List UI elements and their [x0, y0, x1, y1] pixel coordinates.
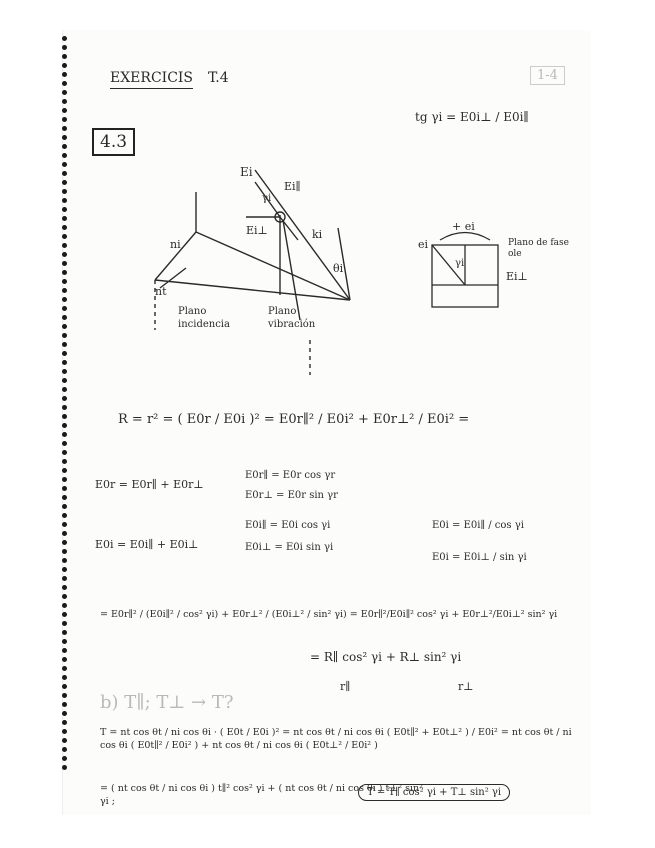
topic-label: T.4 [208, 70, 229, 86]
inset-plane-note: Plano de fase ole [508, 238, 569, 259]
eq-Eor-sys-1: E0r∥ = E0r cos γr [245, 470, 336, 481]
inset-diagram [432, 233, 498, 308]
tan-formula: tg γi = E0i⊥ / E0i∥ [415, 110, 529, 124]
label-nt: nt [155, 285, 167, 298]
eq-Eoi-res-1: E0i = E0i∥ / cos γi [432, 520, 524, 531]
incidence-base [155, 280, 350, 300]
inset-gamma: γi [455, 258, 465, 269]
interface-line [196, 232, 350, 300]
label-theta: θi [333, 262, 344, 275]
eq-R: R = r² = ( E0r / E0i )² = E0r∥² / E0i² + E0r⊥² / E0i² = [118, 412, 470, 427]
ki-vector [280, 217, 298, 240]
problem-number: 4.3 [92, 128, 135, 156]
inset-ei-left: ei [418, 238, 429, 251]
label-Ei-par: Ei∥ [284, 180, 301, 193]
eq-Eor: E0r = E0r∥ + E0r⊥ [95, 478, 204, 491]
label-plane-incidence: Plano incidencia [178, 306, 230, 330]
inset-ei-perp: Ei⊥ [506, 270, 528, 283]
label-Ei-perp: Ei⊥ [246, 224, 268, 237]
eq-Eor-sys-2: E0r⊥ = E0r sin γr [245, 490, 338, 501]
eq-Eoi: E0i = E0i∥ + E0i⊥ [95, 538, 199, 551]
eq-sum: = E0r∥² / (E0i∥² / cos² γi) + E0r⊥² / (E0i⊥² / sin² γi) = E0r∥²/E0i∥² cos² γi + E0r⊥²/E0i⊥² sin² γi [100, 609, 558, 620]
label-ki: ki [312, 228, 323, 241]
label-ni: ni [170, 238, 181, 251]
inset-ei-top: + ei [452, 220, 475, 233]
incident-ray [255, 170, 350, 300]
label-r-par: r∥ [340, 680, 351, 693]
part-b-boxed-result: T = T∥ cos² γi + T⊥ sin² γi [358, 784, 510, 801]
part-b-T-line: T = nt cos θt / ni cos θi · ( E0t / E0i )² = nt cos θt / ni cos θi ( E0t∥² + E0t⊥² ) / E0i² = nt cos θt / ni cos θi ( E0t∥² / E0i² ) + nt cos θt / ni cos θi ( E0t⊥² / E0i² ) [100, 727, 572, 751]
page-title: EXERCICIS [110, 70, 193, 89]
eq-Eoi-res-2: E0i = E0i⊥ / sin γi [432, 552, 527, 563]
eq-Eoi-sys-1: E0i∥ = E0i cos γi [245, 520, 331, 531]
eq-Eoi-sys-2: E0i⊥ = E0i sin γi [245, 542, 334, 553]
label-r-perp: r⊥ [458, 680, 474, 693]
part-b-heading: b) T∥; T⊥ → T? [100, 692, 234, 713]
part-b-final-line: = ( nt cos θt / ni cos θi ) t∥² cos² γi + ( nt cos θt / ni cos θi ) t⊥² sin² γi ; [100, 783, 423, 807]
corner-mark: 1-4 [530, 66, 565, 85]
label-Ei: Ei [240, 165, 253, 179]
label-plane-vibration: Plano vibración [268, 306, 316, 330]
eq-sum-result: = R∥ cos² γi + R⊥ sin² γi [310, 650, 462, 664]
label-gamma: γi [262, 193, 272, 204]
